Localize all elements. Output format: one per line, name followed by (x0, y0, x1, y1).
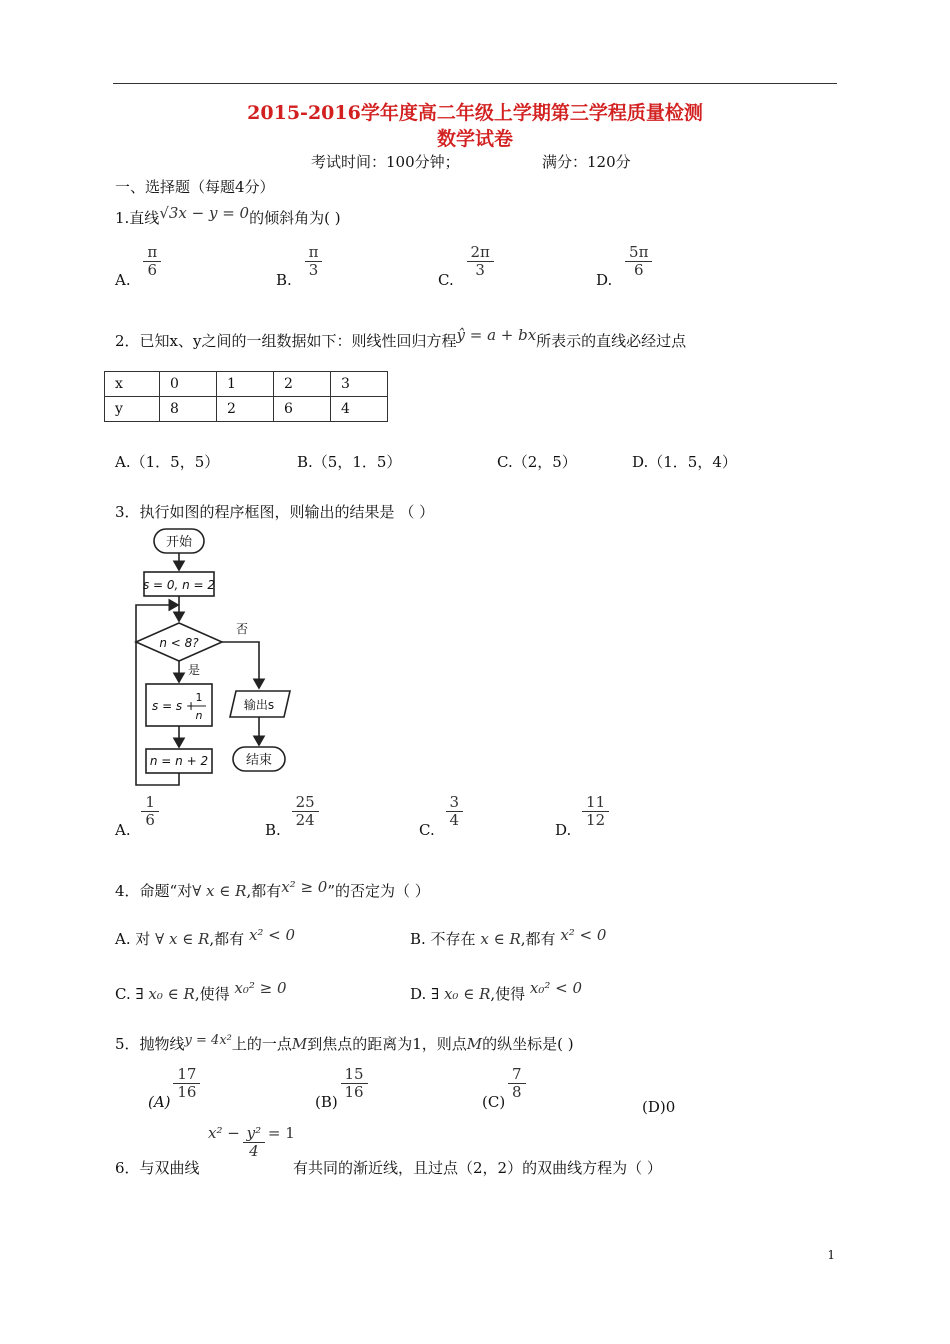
table-cell: 6 (274, 397, 331, 422)
output-label: 输出s (243, 698, 275, 712)
table-row (105, 397, 388, 422)
table-cell: 4 (331, 397, 388, 422)
q1-option-b (276, 243, 320, 289)
q4-suffix: ”的否定为（ ） (327, 882, 430, 900)
option-mid: ,使得 (490, 985, 526, 1003)
option-formula: x₀² ≥ 0 (234, 979, 287, 997)
q3-option-c (419, 793, 461, 839)
numerator: 5π (629, 243, 649, 261)
table-cell: 0 (160, 372, 217, 397)
q5-mid: 上的一点 (231, 1035, 292, 1053)
fraction (510, 1066, 524, 1100)
exam-title: 2015-2016学年度高二年级上学期第三学程质量检测 (247, 102, 703, 124)
option-mid: ,都有 (520, 930, 556, 948)
q2-option-b: B.（5，1．5） (297, 453, 402, 471)
q5-suffix: 的纵坐标是( ) (482, 1035, 574, 1053)
q5-option-c (482, 1065, 524, 1111)
numerator: 15 (344, 1065, 364, 1083)
start-label: 开始 (165, 535, 193, 550)
q1-suffix: 的倾斜角为( ) (249, 209, 341, 227)
q4-option-c (115, 979, 287, 1004)
numerator: 3 (449, 793, 460, 811)
option-letter: C. ∃ (115, 985, 144, 1003)
q5-option-b (315, 1065, 366, 1111)
option-letter: C. (419, 821, 435, 839)
q3-option-b (265, 793, 317, 839)
q1-option-a (115, 243, 159, 289)
option-letter: D. (596, 271, 613, 289)
q2-formula: ŷ = a + bx (456, 326, 537, 344)
fraction (627, 244, 650, 278)
flowchart (128, 525, 308, 790)
table-row (105, 372, 388, 397)
data-table (104, 371, 388, 422)
fraction (143, 794, 157, 828)
q2-suffix: 所表示的直线必经过点 (536, 332, 687, 350)
question-4 (115, 880, 430, 901)
option-formula: x₀² < 0 (529, 979, 583, 997)
denominator: 8 (511, 1082, 522, 1101)
option-letter: A. (115, 271, 131, 289)
option-letter: (B) (315, 1093, 338, 1111)
fraction (145, 244, 159, 278)
option-mid: ,使得 (194, 985, 230, 1003)
q3-option-a (115, 793, 157, 839)
fraction (307, 244, 321, 278)
page-number: 1 (827, 1248, 835, 1262)
option-letter: D. ∃ (410, 985, 440, 1003)
option-formula: ∀ x ∈ R (155, 930, 210, 948)
denominator: 3 (475, 260, 485, 279)
numerator: π (147, 243, 158, 261)
fraction (294, 794, 317, 828)
table-cell: y (105, 397, 160, 422)
q4-prefix: 4．命题“对 (115, 882, 193, 900)
q2-option-d: D.（1．5，4） (632, 453, 737, 471)
option-letter: D. (555, 821, 572, 839)
question-1 (115, 204, 341, 228)
denominator: 4 (249, 1141, 259, 1160)
question-5 (115, 1033, 574, 1054)
denominator: 12 (586, 810, 606, 829)
table-cell: x (105, 372, 160, 397)
question-6-suffix: 有共同的渐近线，且过点（2，2）的双曲线方程为（ ） (293, 1159, 662, 1177)
body-numerator: 1 (195, 691, 203, 704)
table-cell: 3 (331, 372, 388, 397)
q4-option-a (115, 928, 295, 949)
numerator: 1 (145, 793, 155, 811)
denominator: 6 (145, 810, 155, 829)
denominator: 16 (344, 1082, 364, 1101)
step-label: n = n + 2 (149, 754, 209, 768)
body-denominator: n (195, 709, 203, 722)
q5-option-a (148, 1065, 198, 1111)
yes-label: 是 (188, 663, 201, 677)
denominator: 16 (177, 1082, 197, 1101)
denominator: 24 (295, 810, 315, 829)
numerator: 25 (295, 793, 315, 811)
option-formula: x² < 0 (560, 926, 607, 944)
top-rule (113, 83, 837, 84)
option-formula: x ∈ R (480, 930, 521, 948)
option-letter: B. (276, 271, 292, 289)
formula-lhs: x² − (208, 1124, 240, 1142)
option-letter: (C) (482, 1093, 506, 1111)
option-formula: x₀ ∈ R (148, 985, 195, 1003)
q5-formula: y = 4x² (184, 1033, 232, 1048)
exam-subject: 数学试卷 (436, 128, 513, 150)
option-formula: x₀ ∈ R (443, 985, 491, 1003)
formula-rhs: = 1 (267, 1124, 295, 1142)
question-2 (115, 326, 687, 351)
numerator: y² (246, 1124, 262, 1142)
fraction (175, 1066, 198, 1100)
q4-mid: ,都有 (246, 882, 282, 900)
no-label: 否 (236, 622, 249, 636)
option-mid: ,都有 (209, 930, 245, 948)
option-formula: x² < 0 (248, 926, 296, 944)
q1-formula: √3x − y = 0 (159, 204, 250, 222)
fraction (343, 1066, 366, 1100)
q5-prefix: 5．抛物线 (115, 1035, 185, 1053)
q4-option-b (410, 928, 606, 949)
question-6-prefix: 6．与双曲线 (115, 1159, 200, 1177)
full-score: 满分：120分 (542, 153, 631, 171)
numerator: 11 (586, 793, 606, 811)
option-letter: B. (265, 821, 281, 839)
q5-mid2: 到焦点的距离为1，则点 (307, 1035, 467, 1053)
condition-label: n < 8? (159, 636, 199, 650)
table-cell: 2 (274, 372, 331, 397)
fraction (245, 1125, 264, 1159)
numerator: 17 (177, 1065, 197, 1083)
q1-option-d (596, 243, 650, 289)
fraction (584, 794, 607, 828)
denominator: 6 (633, 260, 644, 279)
q5-point-m: M (291, 1035, 308, 1053)
q2-option-a: A.（1．5，5） (115, 453, 220, 471)
table-cell: 8 (160, 397, 217, 422)
option-letter: (A) (148, 1093, 171, 1111)
q5-option-d: (D)0 (642, 1098, 676, 1116)
q2-prefix: 2．已知x、y之间的一组数据如下：则线性回归方程 (115, 332, 457, 350)
option-letter: B. 不存在 (410, 930, 476, 948)
question-3: 3．执行如图的程序框图，则输出的结果是 （ ） (115, 503, 435, 521)
option-letter: A. 对 (115, 930, 151, 948)
q1-prefix: 1.直线 (115, 209, 160, 227)
q5-point-m: M (466, 1035, 483, 1053)
denominator: 4 (449, 810, 460, 829)
q6-formula (208, 1125, 295, 1159)
fraction (448, 794, 462, 828)
section-heading: 一、选择题（每题4分） (115, 178, 275, 196)
end-label: 结束 (245, 753, 273, 768)
numerator: π (308, 243, 319, 261)
init-label: s = 0, n = 2 (142, 578, 216, 592)
option-letter: A. (115, 821, 131, 839)
denominator: 3 (308, 260, 319, 279)
q1-option-c (438, 243, 492, 289)
numerator: 2π (470, 243, 490, 261)
table-cell: 1 (217, 372, 274, 397)
q4-formula: ∀ x ∈ R (192, 882, 247, 900)
table-cell: 2 (217, 397, 274, 422)
denominator: 6 (147, 260, 158, 279)
option-letter: C. (438, 271, 454, 289)
fraction (469, 244, 492, 278)
q3-option-d (555, 793, 607, 839)
q4-formula2: x² ≥ 0 (281, 878, 328, 896)
body-lhs: s = s + (152, 699, 197, 713)
q4-option-d (410, 979, 583, 1004)
q2-option-c: C.（2，5） (497, 453, 577, 471)
exam-time: 考试时间：100分钟； (311, 153, 460, 171)
numerator: 7 (511, 1065, 522, 1083)
